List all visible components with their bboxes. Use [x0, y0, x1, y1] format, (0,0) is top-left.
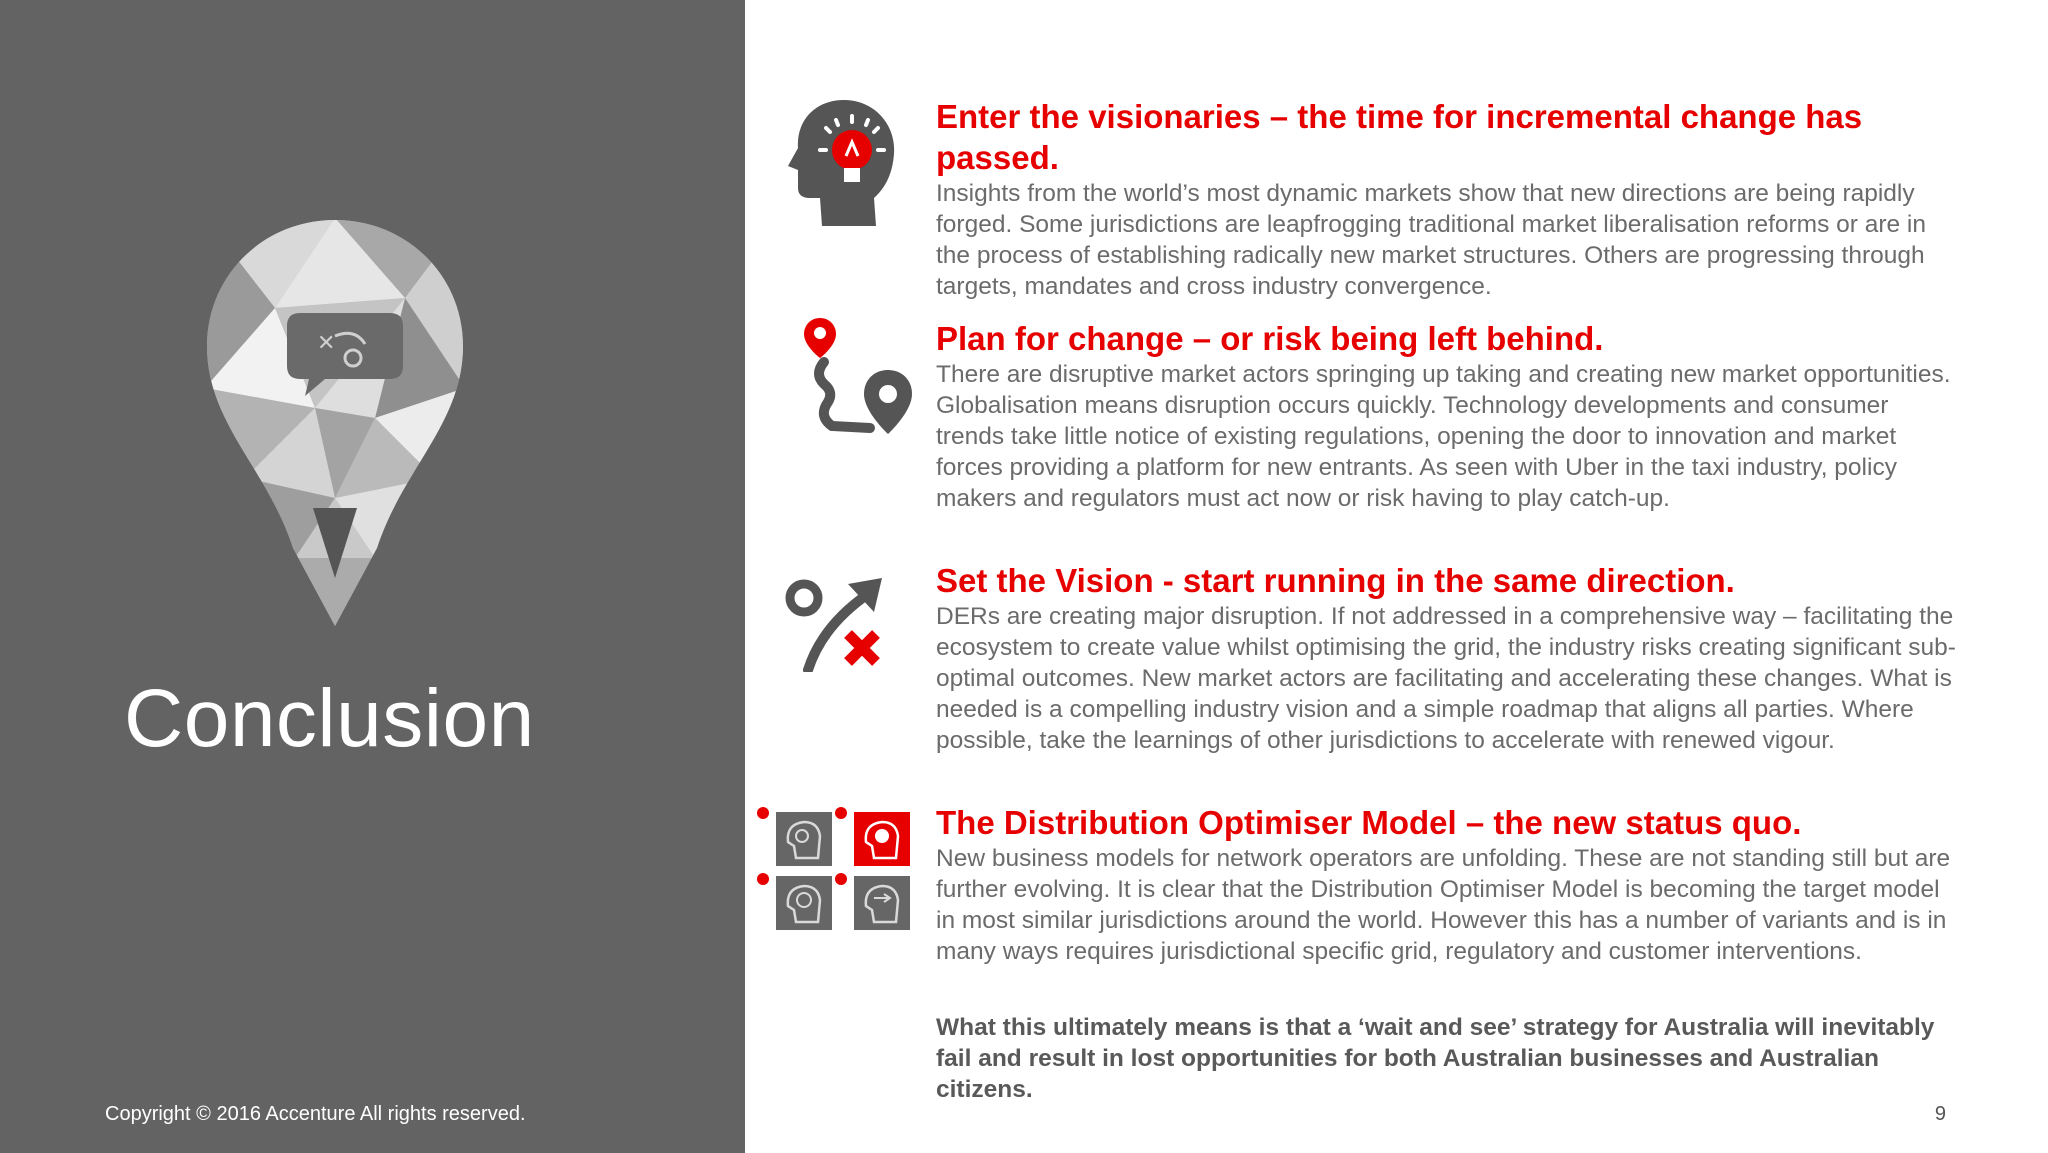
section-visionaries	[936, 96, 1956, 302]
section-heading: The Distribution Optimiser Model – the new status quo.	[936, 804, 1802, 841]
section-heading: Plan for change – or risk being left behind.	[936, 320, 1604, 357]
strategy-arrow-icon	[782, 576, 892, 672]
section-distribution-optimiser-model	[936, 802, 1956, 967]
four-heads-grid-icon	[756, 806, 914, 932]
slide-title: Conclusion	[124, 673, 535, 764]
location-pin-graphic	[205, 218, 465, 628]
section-body: DERs are creating major disruption. If not addressed in a comprehensive way – facilitating the ecosystem to create value whilst optimising the grid, the industry risks creating significant sub-optimal outcomes. New market actors are facilitating and accelerating these changes. What is needed is a compelling industry vision and a simple roadmap that aligns all parties. Where possible, take the learnings of other jurisdictions to accelerate with renewed vigour.	[936, 603, 1956, 754]
section-set-the-vision	[936, 560, 1956, 756]
route-pins-icon	[800, 318, 912, 438]
section-body: There are disruptive market actors springing up taking and creating new market opportunities. Globalisation means disruption occurs quickly. Technology developments and consumer trends take little notice of existing regulations, opening the door to innovation and market forces providing a platform for new entrants. As seen with Uber in the taxi industry, policy makers and regulators must act now or risk having to play catch-up.	[936, 361, 1951, 512]
copyright-notice: Copyright © 2016 Accenture All rights reserved.	[105, 1103, 526, 1125]
svg-text:✕: ✕	[317, 331, 336, 356]
section-heading: Set the Vision - start running in the same direction.	[936, 562, 1735, 599]
conclusion-statement: What this ultimately means is that a ‘wait and see’ strategy for Australia will inevitably fail and result in lost opportunities for both Australian businesses and Australian citizens.	[936, 1014, 1935, 1103]
section-body: Insights from the world’s most dynamic markets show that new directions are being rapidly forged. Some jurisdictions are leapfrogging traditional market liberalisation reforms or are in the process of establishing radically new market structures. Others are progressing through targets, mandates and cross industry convergence.	[936, 180, 1927, 300]
section-heading: Enter the visionaries – the time for incremental change has passed.	[936, 98, 1863, 176]
section-plan-for-change	[936, 318, 1956, 514]
section-body: New business models for network operators are unfolding. These are not standing still but are further evolving. It is clear that the Distribution Optimiser Model is becoming the target model in most similar jurisdictions around the world. However this has a number of variants and is in many ways requires jurisdictional specific grid, regulatory and customer interventions.	[936, 845, 1951, 965]
page-number: 9	[1934, 1103, 1946, 1125]
title-panel	[0, 0, 745, 1153]
lightbulb-head-icon	[786, 94, 898, 232]
